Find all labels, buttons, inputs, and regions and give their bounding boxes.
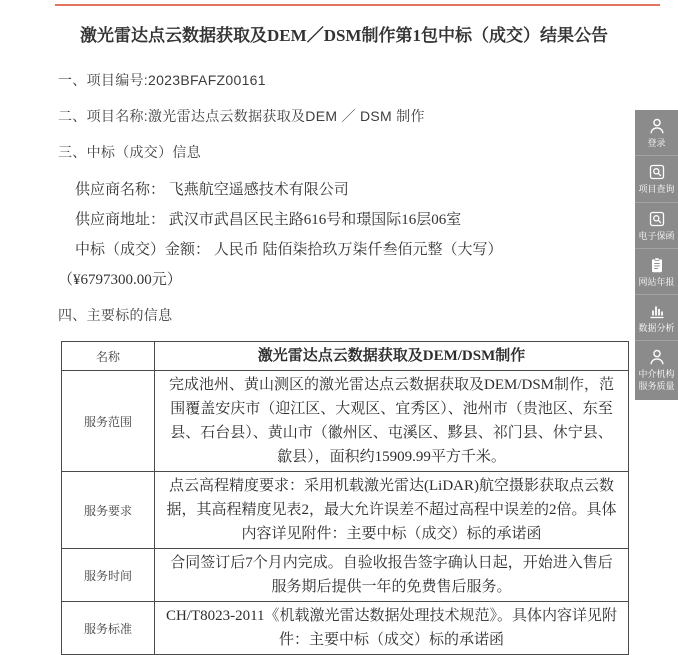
- table-row-service-requirements: [62, 472, 629, 549]
- user-icon: [648, 117, 666, 135]
- right-tool-sidebar: [635, 110, 678, 400]
- supplier-address-line: 供应商地址： 武汉市武昌区民主路616号和璟国际16层06室: [75, 212, 462, 229]
- sidebar-item-label: 中介机构服务质量: [638, 369, 675, 391]
- sidebar-item-agency-service-quality[interactable]: [635, 341, 678, 400]
- project-name-line: 二、项目名称:激光雷达点云数据获取及DEM ／ DSM 制作: [58, 108, 425, 125]
- agency-user-icon: [648, 348, 666, 366]
- sidebar-item-project-search[interactable]: [635, 156, 678, 202]
- table-row-name: [62, 342, 629, 371]
- row-value: 激光雷达点云数据获取及DEM/DSM制作: [155, 342, 629, 371]
- table-row-service-time: [62, 549, 629, 602]
- row-label: 服务时间: [62, 549, 155, 602]
- row-label: 名称: [62, 342, 155, 371]
- sidebar-item-label: 登录: [647, 138, 666, 148]
- sidebar-item-e-guarantee[interactable]: [635, 203, 678, 249]
- project-number-line: 一、项目编号:2023BFAFZ00161: [58, 72, 266, 89]
- award-amount-numeric: （¥6797300.00元）: [58, 272, 182, 289]
- sidebar-item-annual-report[interactable]: [635, 249, 678, 295]
- table-row-service-scope: [62, 371, 629, 472]
- top-accent-divider: [55, 4, 660, 6]
- main-subject-table: [61, 341, 629, 655]
- row-value: 完成池州、黄山测区的激光雷达点云数据获取及DEM/DSM制作，范围覆盖安庆市（迎江区、大观区、宜秀区）、池州市（贵池区、东至县、石台县）、黄山市（徽州区、屯溪区、黟县、祁门县、休宁县、歙县），面积约15909.99平方千米。: [155, 371, 629, 472]
- supplier-name-line: 供应商名称： 飞燕航空遥感技术有限公司: [75, 182, 349, 199]
- bar-chart-icon: [648, 302, 666, 320]
- sidebar-item-label: 项目查询: [638, 184, 675, 195]
- row-label: 服务要求: [62, 472, 155, 549]
- row-value: 合同签订后7个月内完成。自验收报告签字确认日起，开始进入售后服务期后提供一年的免费售后服务。: [155, 549, 629, 602]
- award-info-heading: 三、中标（成交）信息: [58, 144, 201, 161]
- row-label: 服务标准: [62, 602, 155, 655]
- sidebar-item-label: 数据分析: [638, 323, 675, 333]
- sidebar-item-login[interactable]: [635, 110, 678, 156]
- sidebar-item-data-analysis[interactable]: [635, 295, 678, 341]
- row-value: CH/T8023-2011《机载激光雷达数据处理技术规范》。具体内容详见附件：主要中标（成交）标的承诺函: [155, 602, 629, 655]
- project-search-icon: [648, 163, 666, 181]
- main-subject-heading: 四、主要标的信息: [58, 307, 173, 324]
- annual-report-clipboard-icon: [648, 256, 666, 274]
- row-label: 服务范围: [62, 371, 155, 472]
- page-title: 激光雷达点云数据获取及DEM／DSM制作第1包中标（成交）结果公告: [80, 26, 608, 45]
- sidebar-item-label: 电子保函: [638, 230, 675, 241]
- table-row-service-standard: [62, 602, 629, 655]
- e-guarantee-search-icon: [648, 210, 666, 228]
- sidebar-item-label: 网站年报: [638, 276, 675, 287]
- row-value: 点云高程精度要求：采用机载激光雷达(LiDAR)航空摄影获取点云数据，其高程精度见表2，最大允许误差不超过高程中误差的2倍。具体内容详见附件：主要中标（成交）标的承诺函: [155, 472, 629, 549]
- award-amount-line: 中标（成交）金额： 人民币 陆佰柒拾玖万柒仟叁佰元整（大写）: [75, 242, 503, 259]
